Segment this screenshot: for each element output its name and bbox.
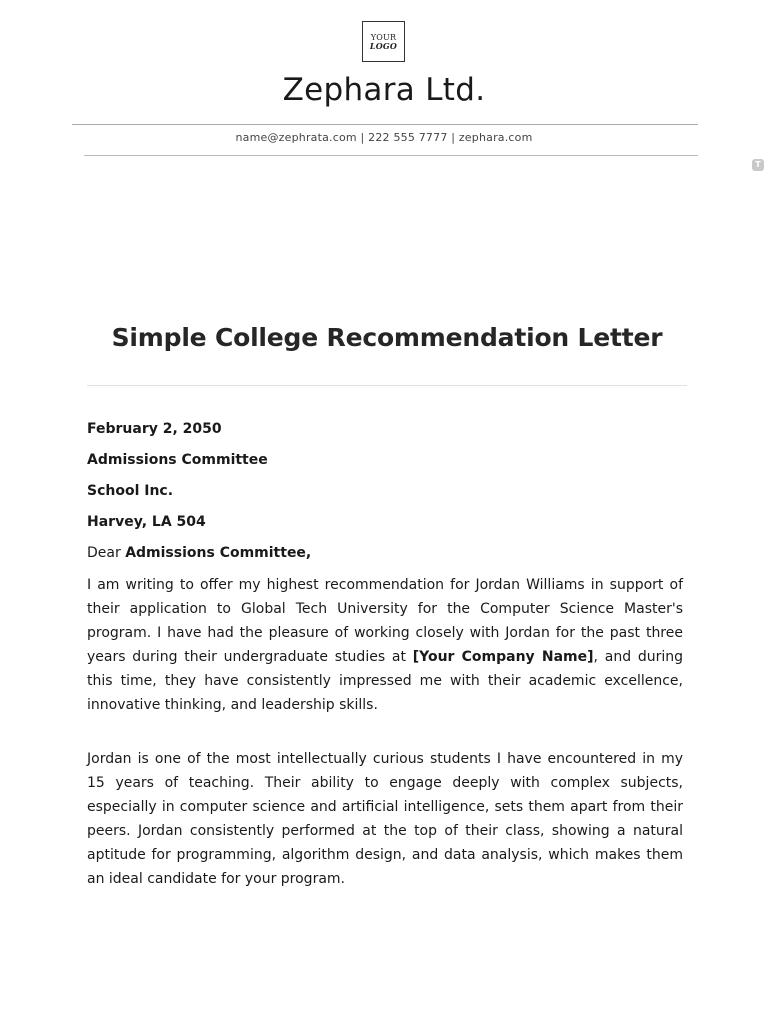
company-name: Zephara Ltd. [282, 72, 486, 108]
letter-body [87, 418, 683, 891]
document-title: Simple College Recommendation Letter [111, 323, 663, 352]
contact-info: name@zephrata.com | 222 555 7777 | zephara.com [235, 131, 533, 144]
paragraph-1 [87, 573, 683, 717]
salutation [87, 542, 683, 573]
paragraph-1-after: , and during this time, they have consistently impressed me with their academic excellence, innovative thinking, and leadership skills. [87, 649, 684, 713]
paragraph-1-before: I am writing to offer my highest recommendation for Jordan Williams in support of their application to Global Tech University for the Computer Science Master's program. I have had the pleasure of working closely with Jordan for the past three years during their undergraduate studies at [87, 577, 683, 665]
recipient-name: Admissions Committee [87, 452, 268, 468]
header-divider-bottom [84, 155, 698, 156]
company-logo-placeholder [362, 21, 405, 62]
recipient-school: School Inc. [87, 483, 174, 499]
paragraph-2: Jordan is one of the most intellectually curious students I have encountered in my 15 years of teaching. Their ability to engage deeply with complex subjects, especially in computer science and artificial intelligence, sets them apart from their peers. Jordan consistently performed at the top of their class, showing a natural aptitude for programming, algorithm design, and data analysis, which makes them an ideal candidate for your program. [87, 751, 683, 887]
letter-date: February 2, 2050 [87, 421, 222, 437]
company-name-placeholder: [Your Company Name] [412, 649, 594, 665]
logo-line-1: YOUR [370, 32, 397, 42]
title-divider [87, 385, 687, 386]
header-divider-top [72, 124, 698, 125]
salutation-prefix: Dear [87, 545, 126, 561]
recipient-address: Harvey, LA 504 [87, 514, 206, 530]
salutation-name: Admissions Committee, [125, 545, 312, 561]
logo-line-2: LOGO [369, 40, 398, 51]
text-tool-icon[interactable]: T [752, 159, 764, 171]
